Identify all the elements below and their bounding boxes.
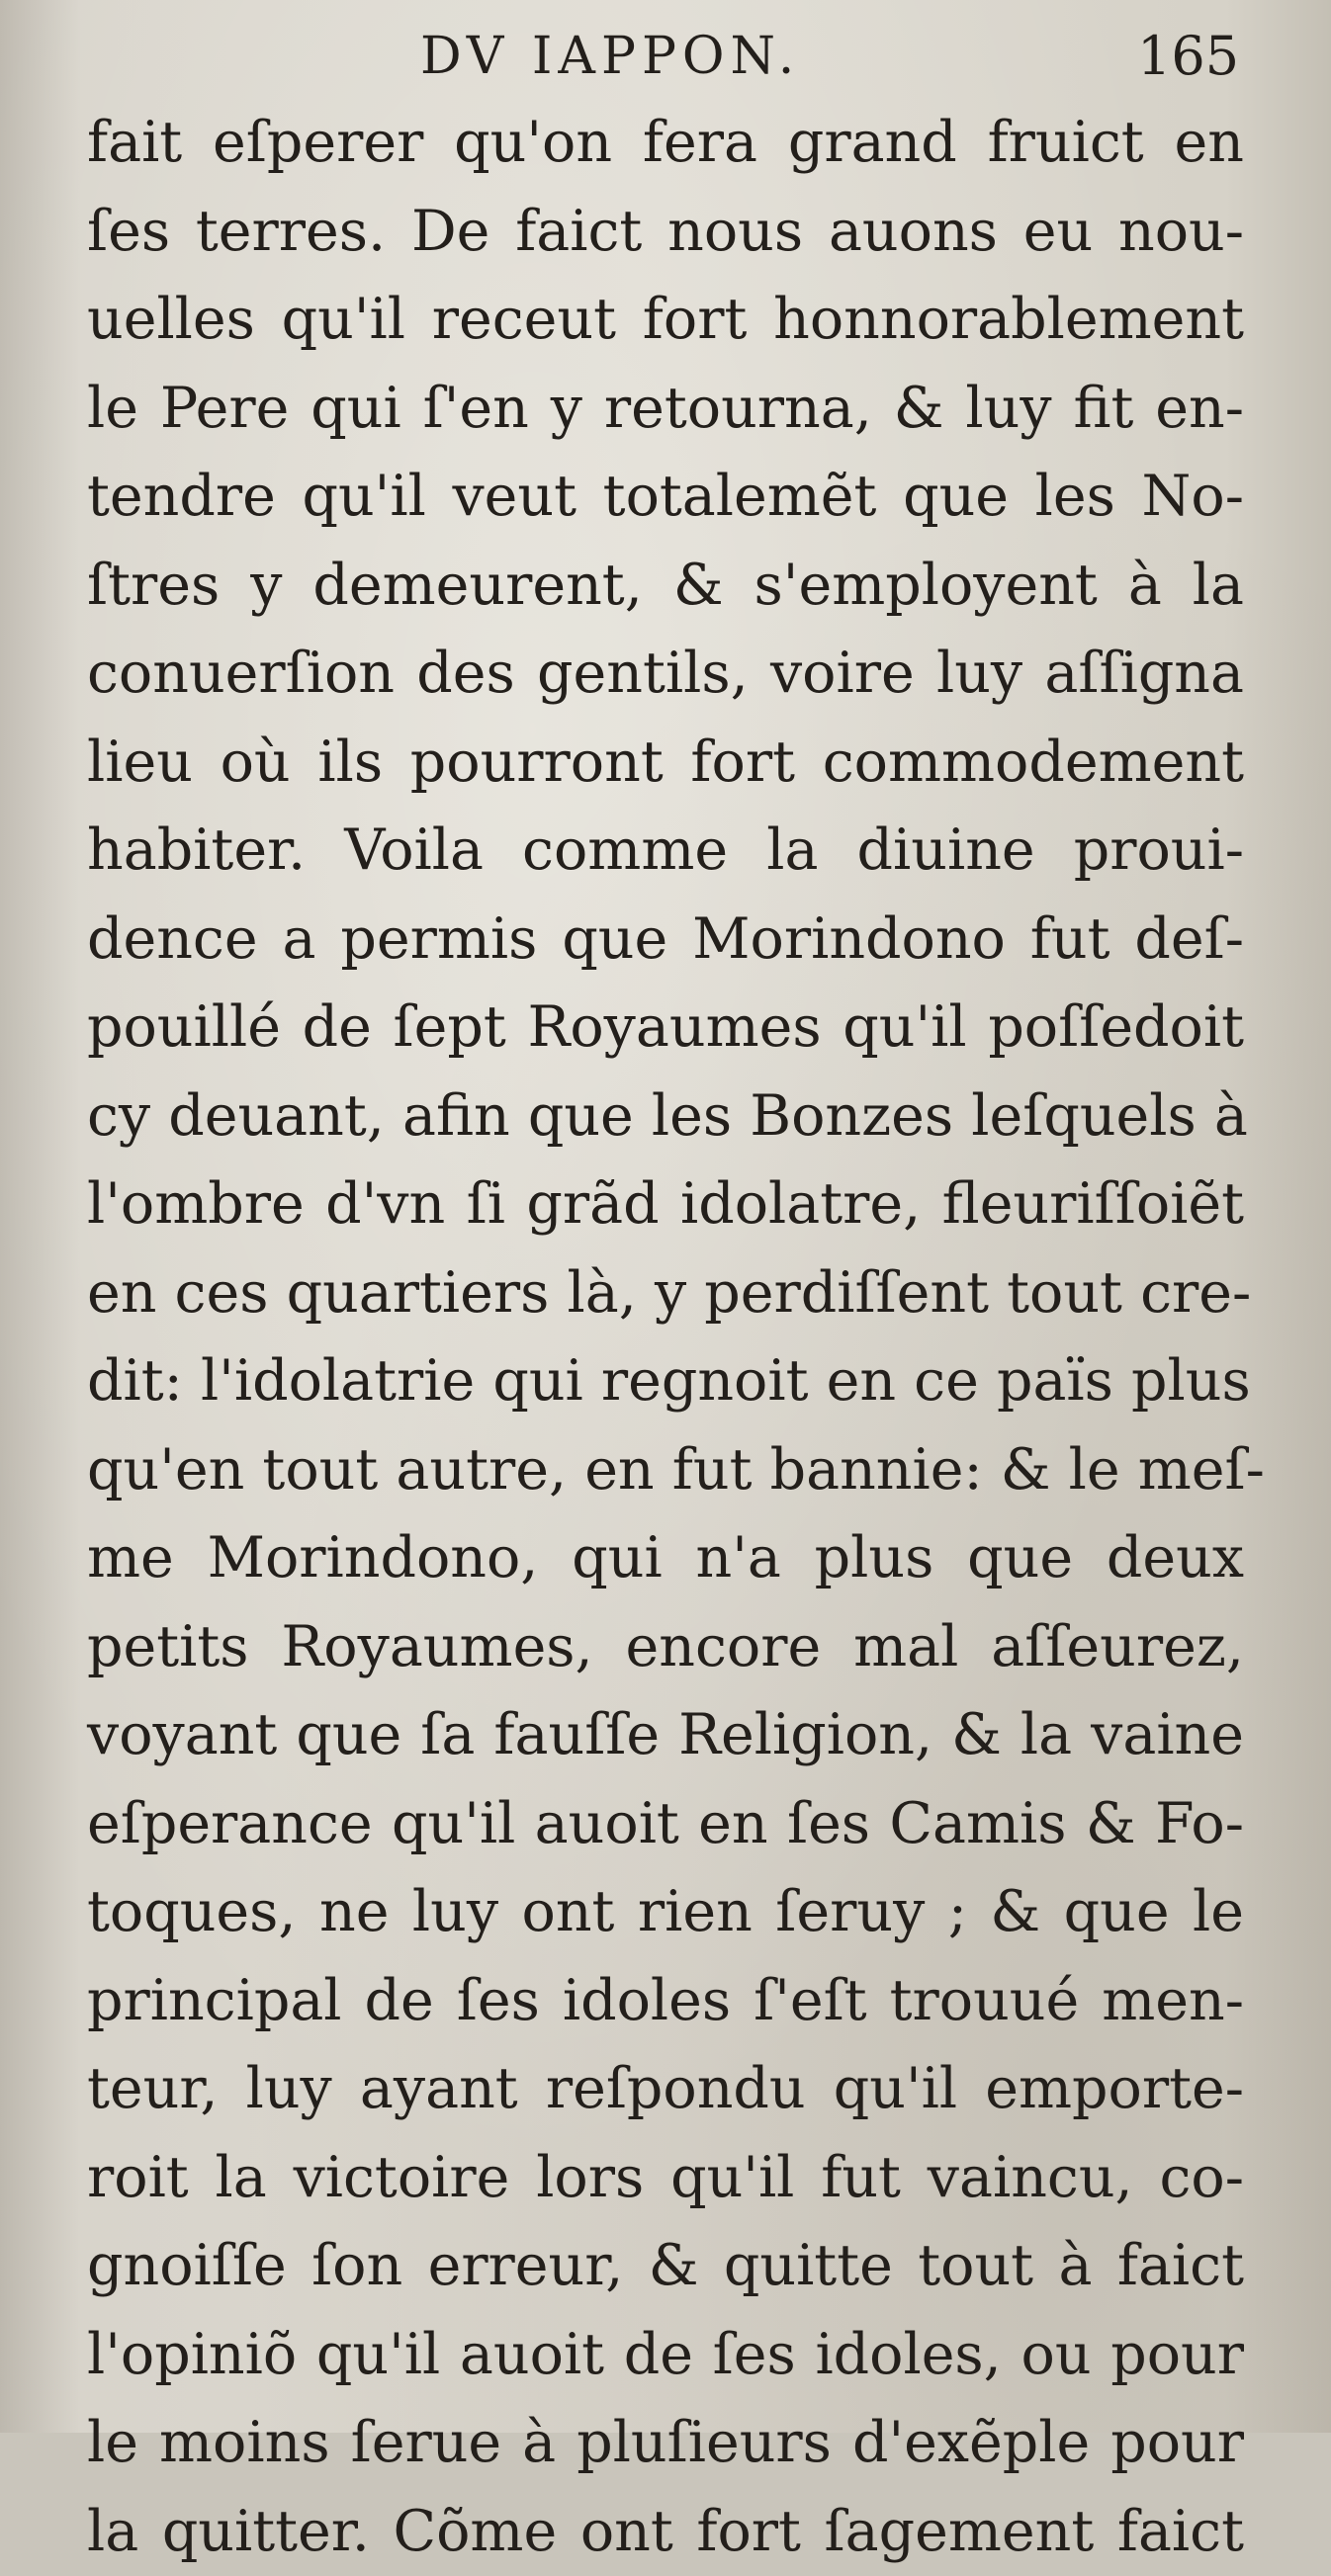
text-line: eſperance qu'il auoit en ſes Camis & Fo- <box>87 1780 1244 1869</box>
body-text <box>87 99 1244 2576</box>
text-line: tendre qu'il veut totalemẽt que les No- <box>87 453 1244 542</box>
text-line: qu'en tout autre, en fut bannie: & le meſ- <box>87 1426 1244 1515</box>
text-line: la quitter. Cõme ont fort ſagement faict <box>87 2488 1244 2576</box>
text-line: dit: l'idolatrie qui regnoit en ce païs plus <box>87 1337 1244 1426</box>
text-line: roit la victoire lors qu'il fut vaincu, co- <box>87 2134 1244 2223</box>
text-line: habiter. Voila comme la diuine proui- <box>87 807 1244 896</box>
text-line: ſes terres. De faict nous auons eu nou- <box>87 188 1244 277</box>
text-line: gnoiſſe ſon erreur, & quitte tout à faict <box>87 2222 1244 2311</box>
text-line: me Morindono, qui n'a plus que deux <box>87 1514 1244 1603</box>
text-line: l'ombre d'vn ſi grãd idolatre, fleuriſſoiẽt <box>87 1160 1244 1249</box>
running-title: DV IAPPON. <box>420 22 800 91</box>
page-number: 165 <box>1137 22 1239 91</box>
text-line: pouillé de ſept Royaumes qu'il poſſedoit <box>87 984 1244 1073</box>
text-line: le moins ſerue à pluſieurs d'exẽple pour <box>87 2399 1244 2488</box>
running-head <box>0 22 1331 91</box>
text-line: lieu où ils pourront fort commodement <box>87 719 1244 808</box>
text-line: l'opiniõ qu'il auoit de ſes idoles, ou pour <box>87 2311 1244 2400</box>
text-line: cy deuant, afin que les Bonzes leſquels à <box>87 1073 1244 1161</box>
text-line: conuerſion des gentils, voire luy aſſigna <box>87 630 1244 719</box>
text-line: uelles qu'il receut fort honnorablement <box>87 276 1244 365</box>
text-line: en ces quartiers là, y perdiſſent tout cre- <box>87 1249 1244 1338</box>
text-line: teur, luy ayant reſpondu qu'il emporte- <box>87 2045 1244 2134</box>
text-line: fait eſperer qu'on fera grand fruict en <box>87 99 1244 188</box>
text-line: toques, ne luy ont rien ſeruy ; & que le <box>87 1868 1244 1957</box>
text-line: ſtres y demeurent, & s'employent à la <box>87 542 1244 631</box>
text-line: petits Royaumes, encore mal aſſeurez, <box>87 1603 1244 1692</box>
text-line: le Pere qui ſ'en y retourna, & luy fit en- <box>87 365 1244 454</box>
text-line: dence a permis que Morindono fut deſ- <box>87 896 1244 985</box>
text-line: voyant que ſa fauſſe Religion, & la vaine <box>87 1691 1244 1780</box>
text-line: principal de ſes idoles ſ'eſt trouué men- <box>87 1957 1244 2046</box>
